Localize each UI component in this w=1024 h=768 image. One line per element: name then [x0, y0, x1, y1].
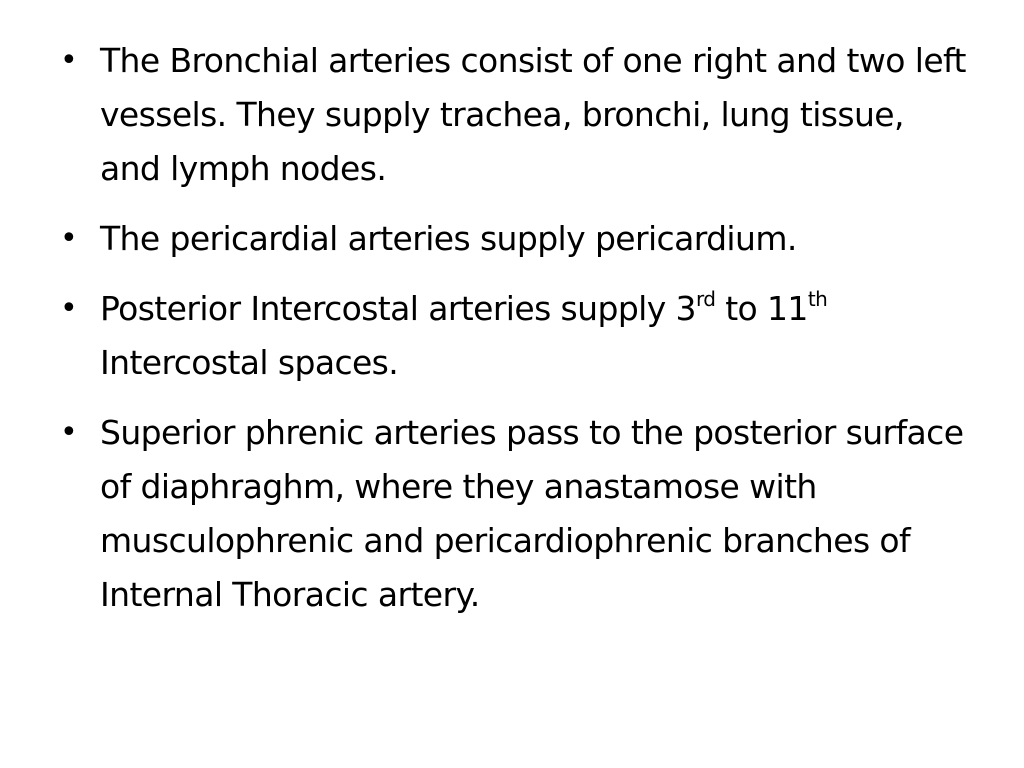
bullet-item-phrenic — [58, 406, 968, 622]
bullet-icon: • — [60, 291, 78, 326]
bullet-icon: • — [60, 43, 78, 78]
bullet-text-part: Posterior Intercostal arteries supply 3 — [100, 289, 696, 328]
bullet-text-part: to 11 — [715, 289, 808, 328]
bullet-item-bronchial — [58, 34, 968, 196]
superscript-ordinal: rd — [695, 287, 716, 311]
bullet-list — [58, 34, 968, 638]
bullet-item-pericardial — [58, 212, 968, 266]
superscript-ordinal: th — [807, 287, 828, 311]
bullet-text: Superior phrenic arteries pass to the posterior surface of diaphraghm, where they anastamose with musculophrenic and pericardiophrenic branches of Internal Thoracic artery. — [100, 413, 964, 614]
bullet-text-part: Intercostal spaces. — [100, 343, 399, 382]
bullet-text: The Bronchial arteries consist of one right and two left vessels. They supply trachea, bronchi, lung tissue, and lymph nodes. — [100, 41, 966, 188]
bullet-item-intercostal — [58, 282, 968, 390]
bullet-text: The pericardial arteries supply pericardium. — [100, 219, 797, 258]
bullet-icon: • — [60, 415, 78, 450]
bullet-icon: • — [60, 221, 78, 256]
